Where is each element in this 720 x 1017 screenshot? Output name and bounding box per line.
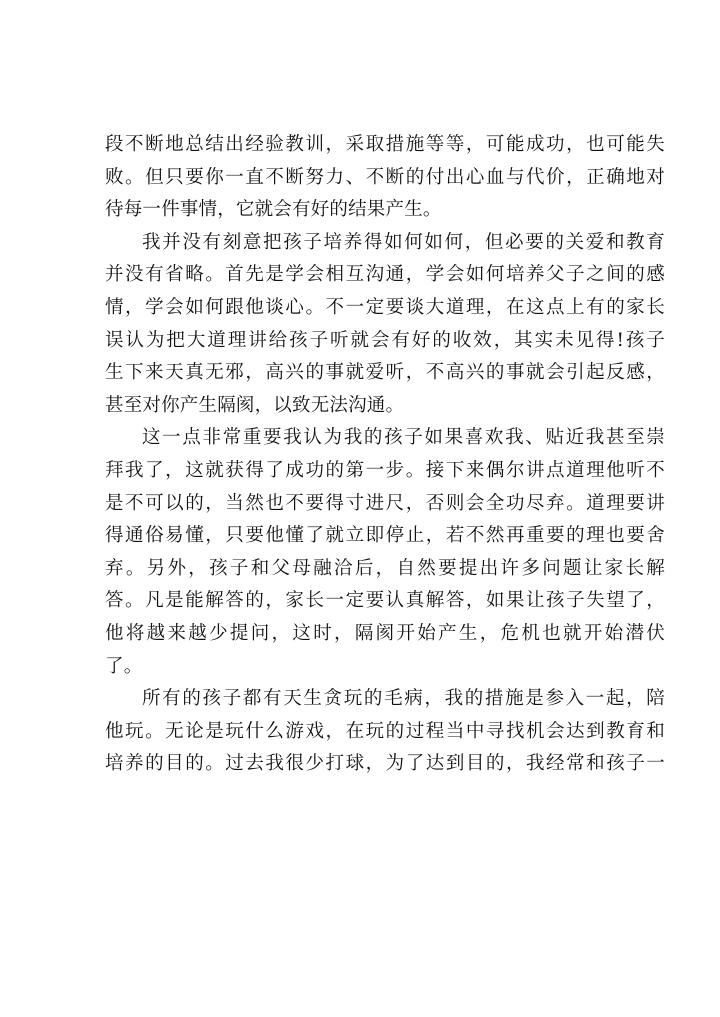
text-line: 情，学会如何跟他谈心。不一定要谈大道理，在这点上有的家长	[105, 296, 665, 318]
text-line: 他将越来越少提问，这时，隔阂开始产生，危机也就开始潜伏	[105, 622, 665, 644]
text-line: 我并没有刻意把孩子培养得如何如何，但必要的关爱和教育	[142, 231, 665, 253]
text-line: 了。	[105, 655, 143, 677]
text-line: 并没有省略。首先是学会相互沟通，学会如何培养父子之间的感	[105, 264, 665, 286]
text-line: 段不断地总结出经验教训，采取措施等等，可能成功，也可能失	[105, 134, 665, 155]
text-line: 待每一件事情，它就会有好的结果产生。	[105, 199, 442, 221]
text-line: 误认为把大道理讲给孩子听就会有好的收效，其实未见得!孩子	[105, 329, 665, 351]
text-line: 是不可以的，当然也不要得寸进尺，否则会全功尽弃。道理要讲	[105, 492, 665, 514]
text-line: 拜我了，这就获得了成功的第一步。接下来偶尔讲点道理他听不	[105, 459, 665, 481]
text-line: 生下来天真无邪，高兴的事就爱听，不高兴的事就会引起反感，	[105, 362, 665, 384]
text-line: 所有的孩子都有天生贪玩的毛病，我的措施是参入一起，陪	[142, 688, 665, 710]
text-line: 培养的目的。过去我很少打球，为了达到目的，我经常和孩子一	[105, 753, 665, 775]
text-line: 这一点非常重要我认为我的孩子如果喜欢我、贴近我甚至崇	[142, 427, 665, 449]
text-line: 得通俗易懂，只要他懂了就立即停止，若不然再重要的理也要舍	[105, 525, 665, 547]
text-line: 他玩。无论是玩什么游戏，在玩的过程当中寻找机会达到教育和	[105, 720, 665, 742]
text-line: 答。凡是能解答的，家长一定要认真解答，如果让孩子失望了，	[105, 590, 665, 612]
text-line: 甚至对你产生隔阂，以致无法沟通。	[105, 394, 405, 416]
text-line: 弃。另外，孩子和父母融洽后，自然要提出许多问题让家长解	[105, 557, 665, 579]
body-text	[105, 129, 665, 781]
text-line: 败。但只要你一直不断努力、不断的付出心血与代价，正确地对	[105, 166, 665, 188]
